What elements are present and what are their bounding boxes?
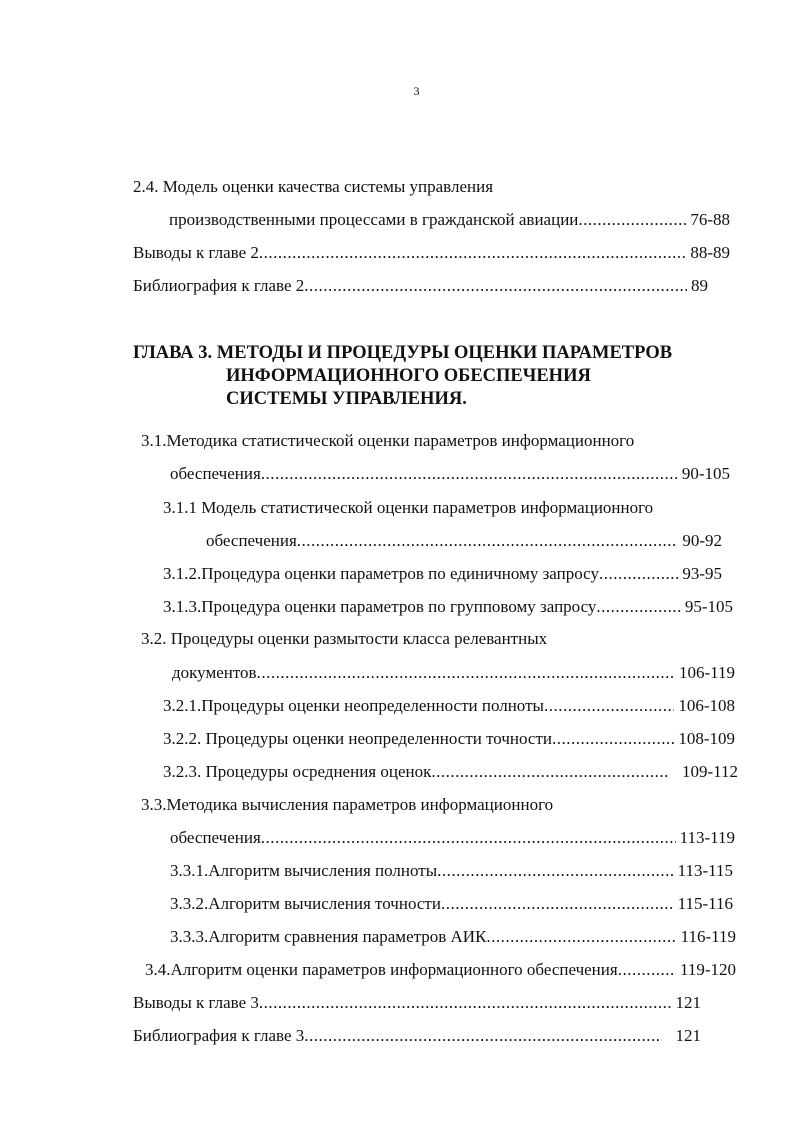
dot-leader <box>441 893 674 915</box>
toc-page-range: 88-89 <box>690 243 730 262</box>
toc-entry-text: Выводы к главе 2 <box>133 243 259 262</box>
toc-page-range: 93-95 <box>682 564 722 583</box>
toc-entry-text: 3.2.2. Процедуры оценки неопределенности точности <box>163 729 552 748</box>
toc-page-range: 113-115 <box>677 861 733 880</box>
toc-page-range: 121 <box>675 993 701 1012</box>
toc-entry-text: обеспечения <box>170 828 261 847</box>
toc-entry-text: 3.2.3. Процедуры осреднения оценок <box>163 762 432 781</box>
toc-entry-text: 3.4.Алгоритм оценки параметров информационного обеспечения <box>145 960 618 979</box>
toc-entry-3-2-line1: 3.2. Процедуры оценки размытости класса релевантных <box>141 629 548 648</box>
toc-page-range: 76-88 <box>690 210 730 229</box>
toc-entry-text: обеспечения <box>170 464 261 483</box>
toc-entry-3-1-1-line1: 3.1.1 Модель статистической оценки параметров информационного <box>163 498 654 517</box>
toc-page-range: 95-105 <box>684 597 733 616</box>
toc-page-range: 90-105 <box>681 464 730 483</box>
toc-entry-text: 3.1.3.Процедура оценки параметров по групповому запросу <box>163 597 597 616</box>
toc-entry-3-3-line1: 3.3.Методика вычисления параметров информационного <box>141 795 554 814</box>
chapter-3-title-line3: СИСТЕМЫ УПРАВЛЕНИЯ. <box>226 389 467 409</box>
toc-entry-3-2-3 <box>163 761 738 783</box>
toc-entry-text: производственными процессами в гражданской авиации <box>169 210 579 229</box>
toc-conclusions-ch3 <box>133 992 701 1014</box>
toc-page-range: 109-112 <box>681 762 738 781</box>
toc-entry-text: 3.1.2.Процедура оценки параметров по единичному запросу <box>163 564 599 583</box>
dot-leader <box>261 463 678 485</box>
toc-page-range: 119-120 <box>679 960 736 979</box>
toc-entry-3-2-line2 <box>172 662 735 684</box>
dot-leader <box>618 959 676 981</box>
dot-leader <box>596 596 680 618</box>
toc-entry-3-3-line2 <box>170 827 735 849</box>
dot-leader <box>437 860 673 882</box>
toc-entry-text: Библиография к главе 2 <box>133 276 305 295</box>
toc-entry-3-3-3 <box>170 926 736 948</box>
toc-entry-3-1-2 <box>163 563 722 585</box>
toc-entry-text: 3.3.3.Алгоритм сравнения параметров АИК <box>170 927 487 946</box>
dot-leader <box>304 275 687 297</box>
toc-entry-2-4-line2 <box>169 209 730 231</box>
chapter-3-title-line2: ИНФОРМАЦИОННОГО ОБЕСПЕЧЕНИЯ <box>226 366 591 386</box>
dot-leader <box>599 563 678 585</box>
toc-entry-3-3-2 <box>170 893 733 915</box>
toc-entry-3-1-line2 <box>170 463 730 485</box>
toc-page-range: 90-92 <box>682 531 722 550</box>
dot-leader <box>486 926 676 948</box>
dot-leader <box>259 242 686 264</box>
toc-page-range: 113-119 <box>679 828 735 847</box>
dot-leader <box>261 827 676 849</box>
toc-entry-2-4-line1: 2.4. Модель оценки качества системы управления <box>133 177 494 196</box>
dot-leader <box>552 728 674 750</box>
page-number: 3 <box>413 84 420 98</box>
toc-page-range: 89 <box>691 276 708 295</box>
toc-entry-text: 3.3.1.Алгоритм вычисления полноты <box>170 861 438 880</box>
toc-page-range: 121 <box>675 1026 701 1045</box>
dot-leader <box>544 695 674 717</box>
toc-page-range: 106-108 <box>678 696 735 715</box>
toc-page-range: 115-116 <box>677 894 733 913</box>
toc-entry-text: 3.2.1.Процедуры оценки неопределенности полноты <box>163 696 544 715</box>
dot-leader <box>257 662 675 684</box>
toc-page-range: 108-109 <box>678 729 735 748</box>
toc-entry-text: 3.3.2.Алгоритм вычисления точности <box>170 894 441 913</box>
toc-entry-text: Выводы к главе 3 <box>133 993 259 1012</box>
toc-entry-text: документов <box>172 663 257 682</box>
dot-leader <box>578 209 686 231</box>
toc-entry-3-2-1 <box>163 695 735 717</box>
toc-entry-text: Библиография к главе 3 <box>133 1026 305 1045</box>
chapter-3-title-line1: ГЛАВА 3. МЕТОДЫ И ПРОЦЕДУРЫ ОЦЕНКИ ПАРАМЕТРОВ <box>133 343 673 363</box>
toc-entry-3-1-line1: 3.1.Методика статистической оценки параметров информационного <box>141 431 635 450</box>
toc-bibliography-ch3 <box>133 1025 701 1047</box>
toc-entry-3-4 <box>145 959 736 981</box>
toc-entry-3-1-3 <box>163 596 733 618</box>
dot-leader <box>431 761 670 783</box>
toc-entry-3-3-1 <box>170 860 733 882</box>
dot-leader <box>259 992 672 1014</box>
dot-leader <box>297 530 679 552</box>
toc-page-range: 116-119 <box>680 927 736 946</box>
toc-entry-3-1-1-line2 <box>206 530 722 552</box>
toc-page-range: 106-119 <box>678 663 735 682</box>
toc-bibliography-ch2 <box>133 275 708 297</box>
toc-entry-3-2-2 <box>163 728 735 750</box>
toc-conclusions-ch2 <box>133 242 730 264</box>
dot-leader <box>304 1025 661 1047</box>
toc-entry-text: обеспечения <box>206 531 297 550</box>
